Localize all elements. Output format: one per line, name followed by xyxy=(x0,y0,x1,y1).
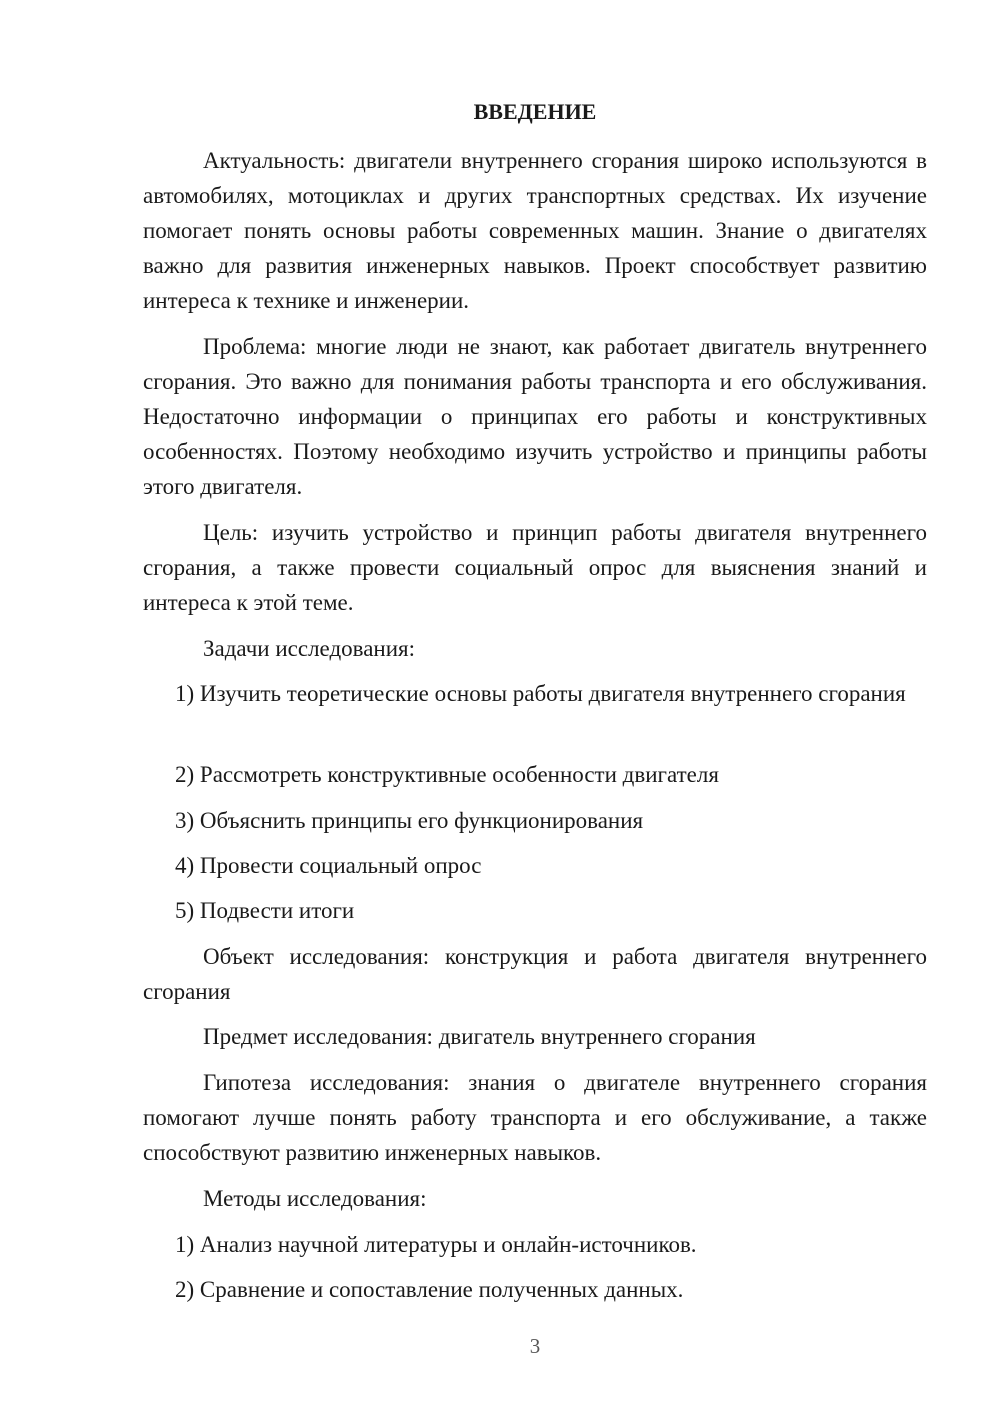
task-item: 2) Рассмотреть конструктивные особенности двигателя xyxy=(175,762,719,787)
page-number: 3 xyxy=(529,1334,541,1358)
method-item: 1) Анализ научной литературы и онлайн-источников. xyxy=(175,1232,697,1257)
method-item: 2) Сравнение и сопоставление полученных данных. xyxy=(175,1277,684,1302)
subject-paragraph: Предмет исследования: двигатель внутреннего сгорания xyxy=(203,1024,756,1049)
document-page xyxy=(143,0,927,1414)
relevance-paragraph: Актуальность: двигатели внутреннего сгорания широко используются в автомобилях, мотоциклах и других транспортных средствах. Их изучение помогает понять основы работы современных машин. Знание о двигателях важно для развития инженерных навыков. Проект способствует развитию интереса к технике и инженерии. xyxy=(143,148,927,313)
hypothesis-paragraph: Гипотеза исследования: знания о двигателе внутреннего сгорания помогают лучше понять работу транспорта и его обслуживание, а также способствуют развитию инженерных навыков. xyxy=(143,1070,927,1165)
tasks-heading: Задачи исследования: xyxy=(203,636,416,661)
methods-heading: Методы исследования: xyxy=(203,1186,427,1211)
object-paragraph: Объект исследования: конструкция и работа двигателя внутреннего сгорания xyxy=(143,944,927,1004)
task-item: 3) Объяснить принципы его функционирования xyxy=(175,808,644,833)
goal-paragraph: Цель: изучить устройство и принцип работы двигателя внутреннего сгорания, а также провести социальный опрос для выяснения знаний и интереса к этой теме. xyxy=(143,520,927,615)
task-item: 1) Изучить теоретические основы работы двигателя внутреннего сгорания xyxy=(175,681,906,706)
page-title: ВВЕДЕНИЕ xyxy=(473,99,597,124)
problem-paragraph: Проблема: многие люди не знают, как работает двигатель внутреннего сгорания. Это важно для понимания работы транспорта и его обслуживания. Недостаточно информации о принципах его работы и конструктивных особенностях. Поэтому необходимо изучить устройство и принципы работы этого двигателя. xyxy=(143,334,927,499)
task-item: 4) Провести социальный опрос xyxy=(175,853,482,878)
task-item: 5) Подвести итоги xyxy=(175,898,355,923)
